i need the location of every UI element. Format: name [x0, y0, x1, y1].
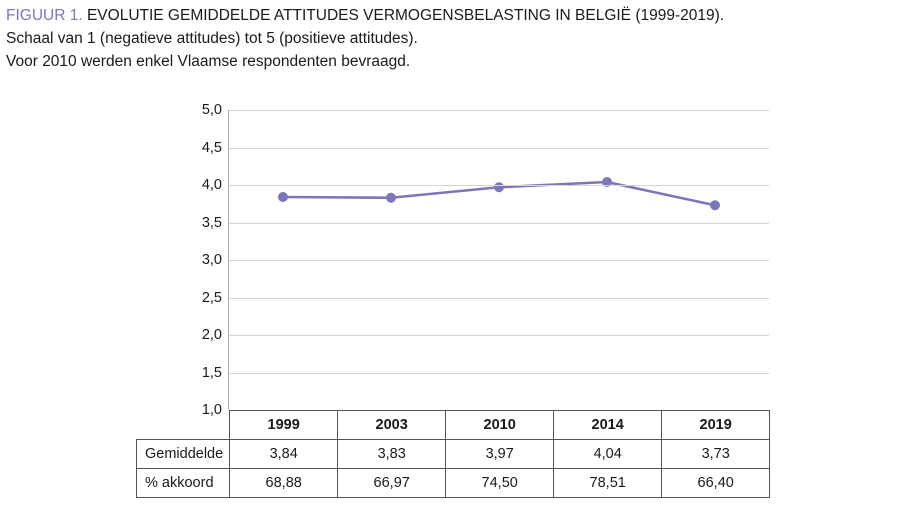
data-table [136, 410, 770, 498]
caption-line-1 [6, 4, 886, 27]
y-tick-label: 5,0 [201, 102, 222, 118]
table-cell: 66,97 [338, 469, 446, 498]
y-tick-label: 4,5 [201, 139, 222, 156]
table-cell: 3,83 [338, 440, 446, 469]
table-cell: 3,73 [662, 440, 770, 469]
figure-title: EVOLUTIE GEMIDDELDE ATTITUDES VERMOGENSBELASTING IN BELGIË (1999-2019). [86, 7, 725, 24]
y-tick-label: 1,0 [201, 402, 222, 418]
y-tick-label: 1,5 [201, 364, 222, 381]
data-point-marker [386, 193, 396, 203]
table-body [137, 411, 770, 498]
figure-label: FIGUUR 1. [6, 7, 83, 24]
table-column-header: 2003 [338, 411, 446, 440]
table-row-header: Gemiddelde [137, 440, 230, 469]
table-corner-cell [137, 411, 230, 440]
plot-area [228, 110, 768, 410]
chart-figure [0, 88, 900, 508]
table-cell: 78,51 [554, 469, 662, 498]
table-row-header: % akkoord [137, 469, 230, 498]
gridline [229, 260, 769, 261]
table-column-header: 2019 [662, 411, 770, 440]
data-point-marker [494, 182, 504, 192]
gridline [229, 373, 769, 374]
gridline [229, 148, 769, 149]
gridline [229, 185, 769, 186]
caption-line-2: Schaal van 1 (negatieve attitudes) tot 5 (positieve attitudes). [6, 30, 418, 47]
table-cell: 74,50 [446, 469, 554, 498]
table-cell: 68,88 [230, 469, 338, 498]
gridline [229, 110, 769, 111]
table-column-header: 1999 [230, 411, 338, 440]
table-cell: 3,97 [446, 440, 554, 469]
gridline [229, 335, 769, 336]
y-axis-labels [174, 102, 222, 418]
table-column-header: 2010 [446, 411, 554, 440]
table-row [137, 469, 770, 498]
gridline [229, 223, 769, 224]
data-point-marker [710, 200, 720, 210]
y-tick-label: 2,5 [201, 289, 222, 306]
table-cell: 4,04 [554, 440, 662, 469]
y-tick-label: 4,0 [201, 177, 222, 193]
table-cell: 3,84 [230, 440, 338, 469]
caption-line-3: Voor 2010 werden enkel Vlaamse respondenten bevraagd. [6, 53, 411, 70]
table-row [137, 440, 770, 469]
figure-caption [6, 4, 886, 73]
y-tick-label: 3,5 [201, 214, 222, 231]
table-header-row [137, 411, 770, 440]
data-point-marker [278, 192, 288, 202]
table-column-header: 2014 [554, 411, 662, 440]
gridline [229, 298, 769, 299]
y-tick-label: 2,0 [201, 327, 222, 343]
y-tick-label: 3,0 [201, 252, 222, 268]
table-cell: 66,40 [662, 469, 770, 498]
